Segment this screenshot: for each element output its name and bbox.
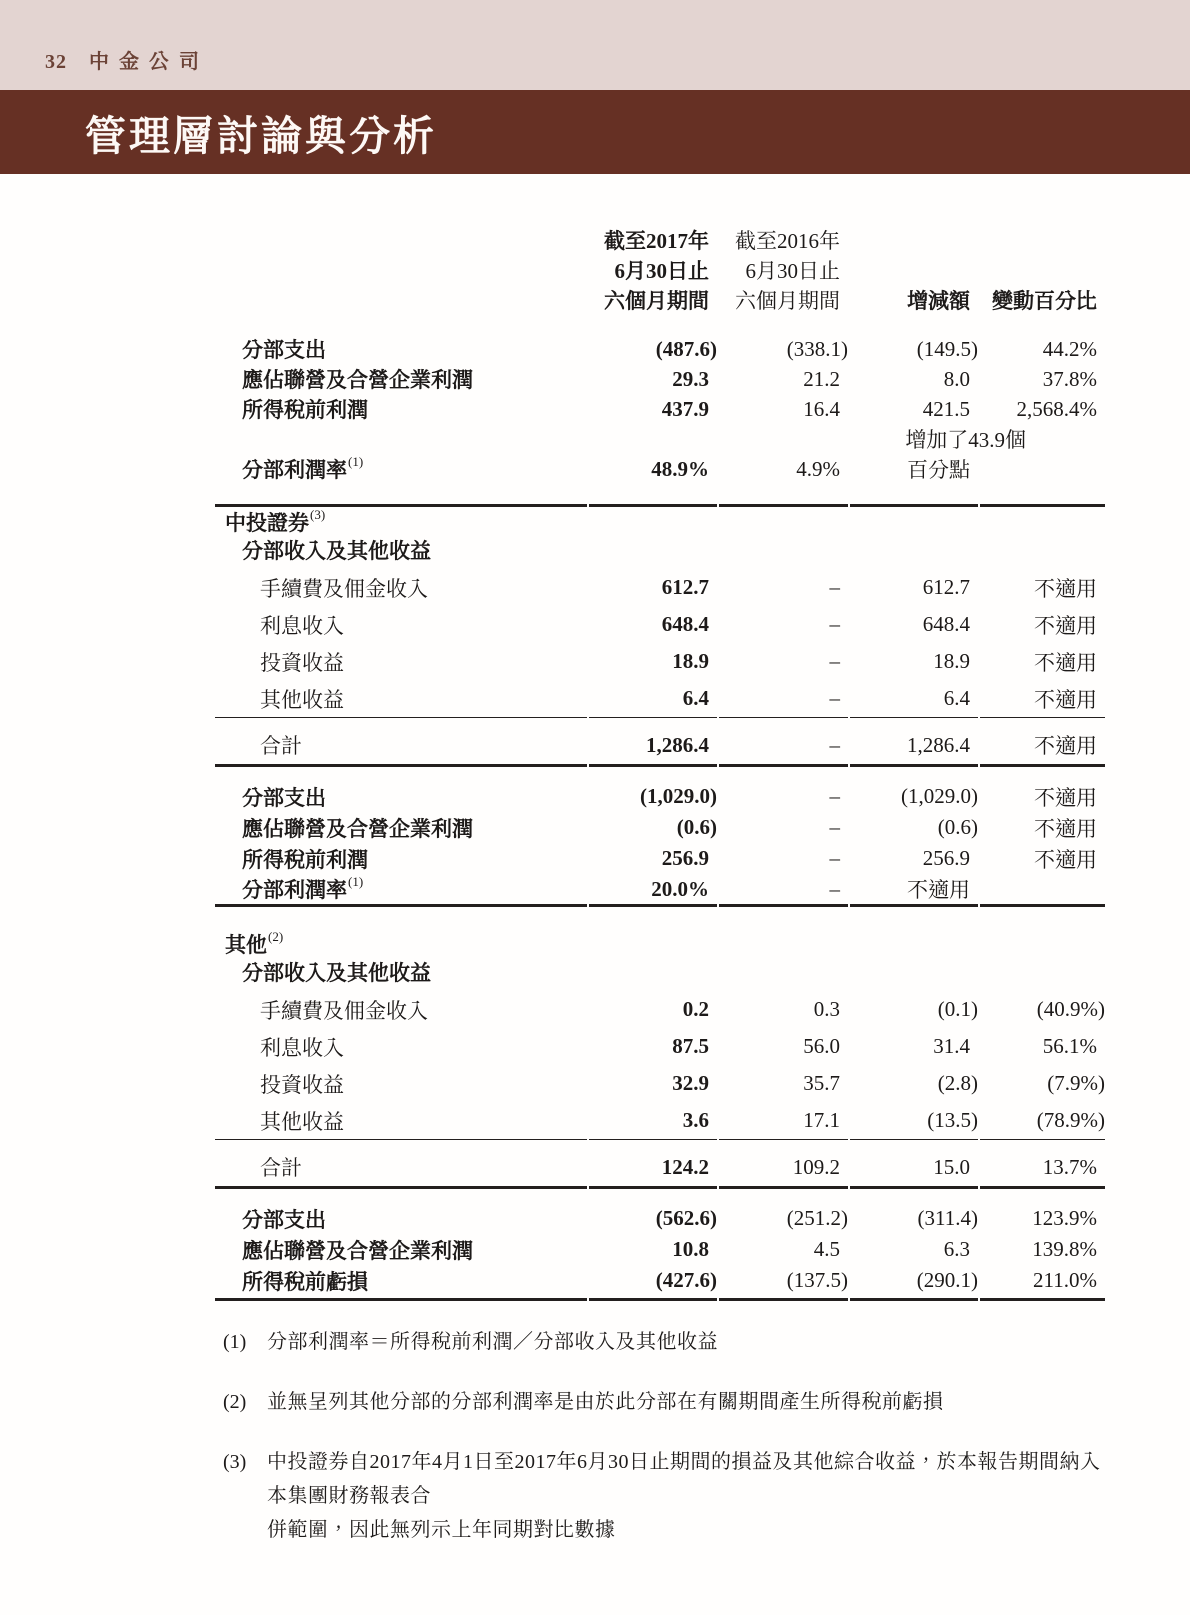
value-cell: 17.1 [803,1108,840,1132]
rule-segment [719,1139,848,1140]
row-label: 投資收益 [260,1072,344,1097]
value-cell: – [829,575,840,599]
value-cell: (149.5) [916,336,978,361]
value-cell: 6.4 [682,686,709,710]
value-cell: (290.1) [916,1268,978,1292]
value-cell: 124.2 [661,1154,709,1179]
rule-segment [850,504,978,507]
row-label: 所得稅前虧損 [242,1269,368,1294]
value-cell: 211.0% [1033,1268,1097,1292]
table-spacer [215,907,1105,929]
footnote-reference: (1) [348,454,364,469]
table-row [215,454,1105,484]
value-cell: – [829,784,840,808]
table-rule [215,717,1105,718]
footnote-marker: (3) [223,1451,247,1473]
value-cell: 2,568.4% [1016,396,1097,421]
value-cell: (338.1) [786,336,848,361]
rule-segment [589,1186,717,1189]
table-rule [215,904,1105,907]
value-cell: (2.8) [937,1071,978,1095]
row-label: 合計 [260,734,302,758]
table-rule [215,1186,1105,1189]
value-cell: 6.4 [943,686,970,710]
value-cell: 16.4 [803,396,840,421]
value-cell: 48.9% [651,456,709,481]
value-cell: 44.2% [1042,336,1097,361]
table-spacer [215,718,1105,726]
table-header-2017: 截至2017年 6月30日止 六個月期間 [604,229,709,313]
table-row [215,364,1105,394]
table-row [215,781,1105,812]
row-label: 投資收益 [260,650,344,675]
table-row [215,1265,1105,1296]
value-cell: (7.9%) [1047,1071,1105,1095]
row-label: 分部收入及其他收益 [242,539,431,563]
value-cell: 不適用 [1034,687,1097,712]
footnote [215,1385,1120,1419]
value-cell: (427.6) [655,1268,717,1292]
value-cell: (1,029.0) [640,784,717,808]
rule-segment [980,764,1105,767]
table-row [215,535,1105,564]
footnotes [215,1325,1120,1547]
page-number: 32 [45,51,67,73]
table-row [215,507,1105,535]
section-banner [0,90,1190,174]
value-cell: 8.0 [943,366,970,391]
value-cell: – [829,815,840,839]
table-row [215,991,1105,1028]
footnote-line: 中投證券自2017年4月1日至2017年6月30日止期間的損益及其他綜合收益，於本報告期間納入本集團財務報表合 [267,1451,1101,1507]
row-label: 其他 (2) [225,929,284,957]
table-row [215,1234,1105,1265]
rule-segment [215,1139,587,1140]
table-row [215,874,1105,902]
value-cell: 百分點 [907,458,970,482]
rule-segment [850,1139,978,1140]
table-header [215,226,1105,316]
value-cell: 29.3 [672,366,709,391]
rule-segment [980,717,1105,718]
table-header-2016: 截至2016年 6月30日止 六個月期間 [735,229,840,313]
table-spacer [215,1140,1105,1148]
value-cell: 10.8 [672,1237,709,1261]
table-row [215,1102,1105,1139]
footnote-text [267,1325,1120,1359]
table-header-percent-change: 變動百分比 [992,289,1097,313]
footnote-reference: (3) [310,507,326,522]
rule-segment [719,717,848,718]
rule-segment [850,764,978,767]
table-row [215,1148,1105,1186]
rule-segment [850,717,978,718]
value-cell: 123.9% [1032,1206,1097,1230]
table-rows [215,316,1105,1301]
value-cell: (251.2) [786,1206,848,1230]
rule-segment [850,1186,978,1189]
table-spacer [215,484,1105,504]
footnote [215,1325,1120,1359]
table-row [215,1203,1105,1234]
footnote-reference: (2) [268,929,284,944]
table-row [215,957,1105,986]
value-cell: 56.1% [1042,1034,1097,1058]
value-cell: 648.4 [661,612,709,636]
value-cell: 20.0% [651,876,709,901]
value-cell: 32.9 [672,1071,709,1095]
row-label: 利息收入 [260,1035,344,1060]
footnote-text [267,1385,1120,1419]
rule-segment [215,717,587,718]
value-cell: – [829,686,840,710]
table-row [215,929,1105,957]
row-label: 應佔聯營及合營企業利潤 [242,368,473,392]
row-label: 手續費及佣金收入 [260,576,428,601]
value-cell: 31.4 [933,1034,970,1058]
value-cell: 612.7 [661,575,709,599]
table-row [215,726,1105,764]
rule-segment [980,504,1105,507]
row-label: 其他收益 [260,1109,344,1134]
row-label: 所得稅前利潤 [242,847,368,872]
value-cell: 13.7% [1042,1154,1097,1179]
row-label: 分部收入及其他收益 [242,961,431,985]
row-label: 合計 [260,1156,302,1180]
company-name: 中金公司 [89,51,209,73]
value-cell: 21.2 [803,366,840,391]
table-row [215,334,1105,364]
value-cell: (311.4) [917,1206,978,1230]
value-cell: – [829,612,840,636]
row-label: 應佔聯營及合營企業利潤 [242,1238,473,1263]
table-rule [215,1139,1105,1140]
rule-segment [719,764,848,767]
rule-segment [589,504,717,507]
value-cell: 不適用 [1034,576,1097,601]
footnote-text [267,1445,1120,1547]
value-cell: (1,029.0) [901,784,978,808]
value-cell: (0.6) [676,815,717,839]
row-label: 分部支出 [242,338,326,362]
value-cell: 0.2 [682,997,709,1021]
value-cell: 增加了43.9個 [905,428,1026,452]
row-label: 應佔聯營及合營企業利潤 [242,816,473,841]
table-row [215,424,1105,454]
value-cell: 139.8% [1032,1237,1097,1261]
page-title: 管理層討論與分析 [85,112,437,159]
footnote [215,1445,1120,1547]
value-cell: 3.6 [682,1108,709,1132]
value-cell: 18.9 [933,649,970,673]
rule-segment [589,764,717,767]
value-cell: – [829,846,840,870]
value-cell: 6.3 [943,1237,970,1261]
value-cell: 不適用 [1034,613,1097,638]
rule-segment [980,1298,1105,1301]
value-cell: (0.1) [937,997,978,1021]
table-row [215,569,1105,606]
value-cell: (137.5) [786,1268,848,1292]
value-cell: 1,286.4 [646,732,709,757]
rule-segment [719,904,848,907]
row-label: 所得稅前利潤 [242,398,368,422]
table-row [215,643,1105,680]
value-cell: (78.9%) [1036,1108,1105,1132]
value-cell: 87.5 [672,1034,709,1058]
rule-segment [719,1186,848,1189]
row-label: 分部利潤率 (1) [242,454,364,482]
table-row [215,606,1105,643]
rule-segment [589,904,717,907]
row-label: 利息收入 [260,613,344,638]
rule-segment [980,1186,1105,1189]
row-label: 分部支出 [242,785,326,810]
rule-segment [215,1186,587,1189]
rule-segment [719,504,848,507]
rule-segment [215,1298,587,1301]
value-cell: 不適用 [1034,816,1097,841]
value-cell: 不適用 [1034,650,1097,675]
value-cell: 256.9 [661,846,709,870]
value-cell: 37.8% [1042,366,1097,391]
value-cell: – [829,732,840,757]
table-spacer [215,767,1105,781]
rule-segment [980,904,1105,907]
value-cell: 不適用 [1034,785,1097,810]
rule-segment [719,1298,848,1301]
footnote-line: 並無呈列其他分部的分部利潤率是由於此分部在有關期間產生所得稅前虧損 [267,1391,944,1413]
row-label: 其他收益 [260,687,344,712]
page-header-strip [0,0,1190,90]
value-cell: 437.9 [661,396,709,421]
value-cell: 1,286.4 [907,732,970,757]
table-row [215,394,1105,424]
value-cell: 109.2 [792,1154,840,1179]
value-cell: – [829,876,840,901]
value-cell: (13.5) [927,1108,978,1132]
segment-financial-table [215,226,1105,1301]
row-label: 中投證券 (3) [225,507,326,535]
footnote-marker: (2) [223,1391,247,1413]
value-cell: 612.7 [922,575,970,599]
table-row [215,843,1105,874]
rule-segment [980,1139,1105,1140]
value-cell: 648.4 [922,612,970,636]
rule-segment [589,1298,717,1301]
table-header-label-col [215,226,587,316]
value-cell: 56.0 [803,1034,840,1058]
row-label: 分部支出 [242,1207,326,1232]
value-cell: (0.6) [937,815,978,839]
rule-segment [589,717,717,718]
footnote-line: 併範圍，因此無列示上年同期對比數據 [267,1519,616,1541]
value-cell: 256.9 [922,846,970,870]
table-header-change: 增減額 [907,289,970,313]
value-cell: 不適用 [907,878,970,902]
table-row [215,812,1105,843]
rule-segment [215,764,587,767]
table-row [215,1028,1105,1065]
table-spacer [215,316,1105,334]
rule-segment [850,904,978,907]
value-cell: (562.6) [655,1206,717,1230]
table-row [215,1065,1105,1102]
footnote-line: 分部利潤率＝所得稅前利潤／分部收入及其他收益 [267,1331,718,1353]
row-label: 分部利潤率 (1) [242,874,364,902]
value-cell: (40.9%) [1036,997,1105,1021]
value-cell: 不適用 [1034,847,1097,872]
rule-segment [850,1298,978,1301]
value-cell: 18.9 [672,649,709,673]
table-row [215,680,1105,717]
value-cell: 0.3 [813,997,840,1021]
value-cell: 4.9% [796,456,840,481]
rule-segment [589,1139,717,1140]
value-cell: (487.6) [655,336,717,361]
value-cell: 35.7 [803,1071,840,1095]
value-cell: 4.5 [813,1237,840,1261]
value-cell: 15.0 [933,1154,970,1179]
value-cell: 不適用 [1034,734,1097,758]
table-rule [215,1298,1105,1301]
table-spacer [215,1189,1105,1203]
footnote-marker: (1) [223,1331,247,1353]
footnote-reference: (1) [348,874,364,889]
value-cell: 421.5 [922,396,970,421]
row-label: 手續費及佣金收入 [260,998,428,1023]
value-cell: – [829,649,840,673]
table-rule [215,764,1105,767]
rule-segment [215,904,587,907]
